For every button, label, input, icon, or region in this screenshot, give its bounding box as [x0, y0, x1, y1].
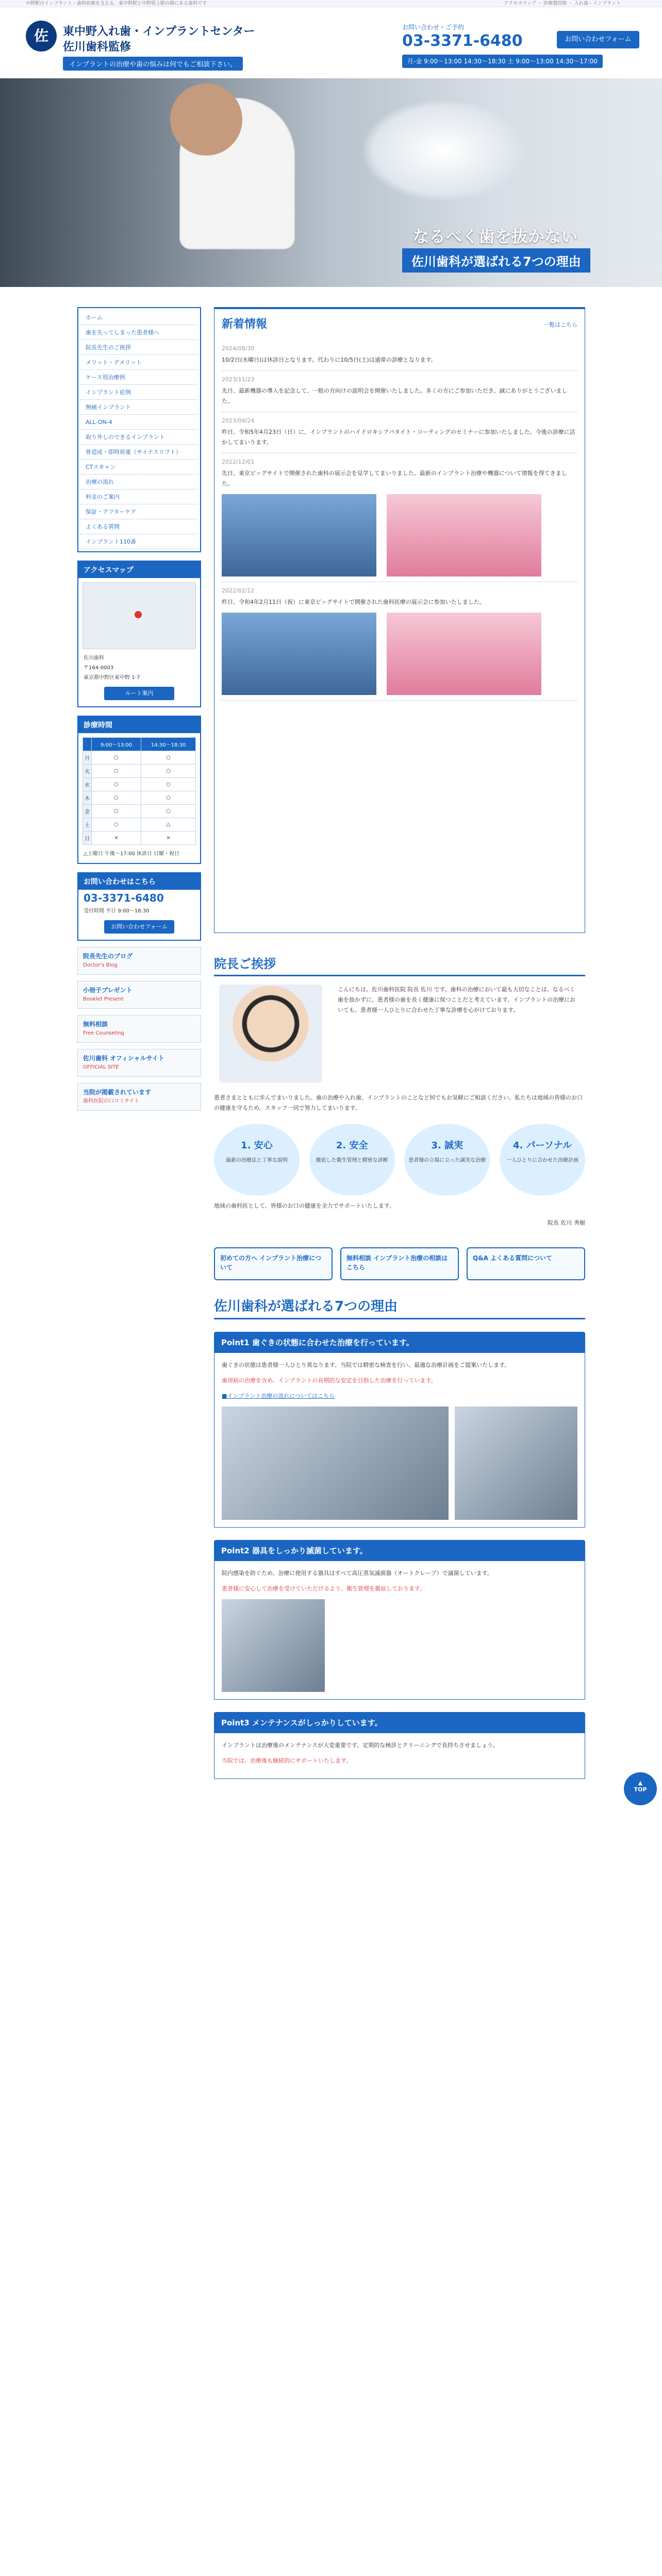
point-text: 歯周病の治療を含め、インプラントの長期的な安定を目指した治療を行っています。 [222, 1377, 437, 1384]
header-phone[interactable]: 03-3371-6480 [402, 32, 523, 50]
point-1 [214, 1332, 585, 1528]
hero-subline: 佐川歯科が選ばれる7つの理由 [402, 248, 590, 273]
news-section [214, 307, 585, 933]
sidebar-item[interactable]: 保証・アフターケア [80, 504, 198, 519]
schedule-box [77, 716, 201, 864]
booklet-banner[interactable]: 小冊子プレゼント Booklet Present [77, 981, 201, 1009]
point-text: インプラントは治療後のメンテナンスが大変重要です。定期的な検診とクリーニングで長持ちさせましょう。 [222, 1742, 499, 1749]
exhibition-photo [222, 613, 376, 695]
contact-form-button[interactable]: お問い合わせフォーム [104, 920, 174, 934]
schedule-cell: ○ [141, 805, 196, 818]
news-body: 10/2日(水曜日)は休診日となります。代わりに10/5日(土)は通常の診療となります。 [222, 357, 437, 363]
schedule-cell: ○ [91, 818, 141, 832]
first-visit-banner[interactable]: 初めての方へ インプラント治療について [214, 1247, 333, 1280]
sterilizer-photos [222, 1599, 577, 1692]
flow-link[interactable]: ■インプラント治療の流れについてはこちら [222, 1393, 335, 1399]
clinic-name: 佐川歯科 [84, 655, 104, 661]
sidebar-item[interactable]: インプラント110番 [80, 534, 198, 549]
pillar: 3. 誠実 患者様の立場に立った誠実な治療 [404, 1124, 490, 1196]
news-photos [222, 494, 577, 577]
dental-lamp-image [361, 99, 526, 202]
surgery-photo [222, 1406, 449, 1520]
news-date: 2023/04/24 [222, 417, 255, 424]
news-item [222, 453, 577, 582]
news-title: 新着情報 [222, 318, 268, 331]
news-body: 先日、最新機器の導入を記念して、一般の方向けの説明会を開催いたしました。多くの方にご参加いただき、誠にありがとうございました。 [222, 387, 568, 404]
schedule-head [83, 738, 92, 751]
schedule-head: 14:30〜18:30 [141, 738, 196, 751]
schedule-cell: × [91, 832, 141, 845]
reasons-title: 佐川歯科が選ばれる7つの理由 [214, 1296, 585, 1319]
contact-title: お問い合わせはこちら [78, 873, 200, 890]
access-box [77, 561, 201, 707]
news-date: 2022/02/12 [222, 587, 255, 594]
news-body: 昨日、令和4年2月11日（祝）に東京ビッグサイトで開催された歯科医療の展示会に参加いたしました。 [222, 599, 485, 605]
schedule-cell: ○ [91, 778, 141, 791]
schedule-day: 水 [83, 778, 92, 791]
schedule-cell: ○ [91, 751, 141, 765]
schedule-day: 土 [83, 818, 92, 832]
site-title[interactable]: 東中野入れ歯・インプラントセンター [63, 25, 255, 38]
schedule-cell: △ [141, 818, 196, 832]
news-item [222, 582, 577, 701]
news-date: 2024/08/30 [222, 345, 255, 352]
news-date: 2023/11/23 [222, 376, 255, 383]
greeting-intro-text: こんにちは。佐川歯科医院 院長 佐川 です。歯科の治療において最も大切なことは、なるべく歯を抜かずに、患者様の歯を長く健康に保つことだと考えています。インプラントの治療においても、患者様一人ひとりに合わせた丁寧な診療を心がけております。 [338, 986, 576, 1013]
treatment-photos [222, 1406, 577, 1520]
point-1-body [214, 1353, 585, 1528]
greeting-closing: 地域の歯科医として、皆様のお口の健康を全力でサポートいたします。 [214, 1202, 395, 1209]
schedule-cell: ○ [141, 751, 196, 765]
sidebar-item[interactable]: 歯を失ってしまった患者様へ [80, 325, 198, 340]
sidebar-item[interactable]: メリット・デメリット [80, 355, 198, 370]
schedule-cell: ○ [141, 765, 196, 778]
address: 東京都中野区東中野 1-7 [84, 675, 140, 681]
header-hours: 月-金 9:00〜13:00 14:30〜18:30 土 9:00〜13:00 14:30〜17:00 [402, 55, 603, 68]
access-map[interactable] [82, 582, 196, 649]
official-site-banner[interactable]: 佐川歯科 オフィシャルサイト OFFICIAL SITE [77, 1049, 201, 1077]
news-date: 2022/12/01 [222, 459, 255, 465]
tagline: インプラントの治療や歯の悩みは何でもご相談下さい。 [63, 57, 243, 71]
schedule-day: 火 [83, 765, 92, 778]
point-text: 当院では、治療後も継続的にサポートいたします。 [222, 1757, 352, 1764]
review-site-banner[interactable]: 当院が掲載されています 歯科医院の口コミサイト [77, 1083, 201, 1111]
news-list[interactable] [214, 340, 585, 927]
point-3-body [214, 1733, 585, 1779]
map-pin-icon [135, 611, 142, 618]
schedule-cell: ○ [91, 805, 141, 818]
faq-banner[interactable]: Q&A よくある質問について [467, 1247, 585, 1280]
contact-phone[interactable]: 03-3371-6480 [84, 892, 164, 904]
point-3-heading: Point3 メンテナンスがしっかりしています。 [214, 1712, 585, 1733]
point-text: 院内感染を防ぐため、治療に使用する器具はすべて高圧蒸気滅菌器（オートクレーブ）で滅菌しています。 [222, 1570, 493, 1577]
schedule-cell: ○ [91, 791, 141, 805]
news-item [222, 371, 577, 412]
pillar: 2. 安全 徹底した衛生管理と精密な診断 [309, 1124, 395, 1196]
pillar: 4. パーソナル 一人ひとりに合わせた治療計画 [500, 1124, 585, 1196]
greeting-intro [214, 985, 585, 1088]
back-to-top-button[interactable] [624, 1772, 657, 1805]
sidebar-item[interactable]: 骨造成・即時荷重（サイナスリフト） [80, 445, 198, 460]
top-info-left: 中野駅のインプラント・歯科医療を支える、東中野駅と中野坂上駅の間にある歯科です [26, 1, 207, 6]
director-signature: 院長 佐川 秀樹 [548, 1219, 585, 1226]
sidebar-item[interactable]: インプラント症例 [80, 385, 198, 400]
site-header [0, 7, 662, 78]
news-item [222, 412, 577, 453]
hero-headline: なるべく歯を抜かない [412, 227, 578, 246]
point-1-heading: Point1 歯ぐきの状態に合わせた治療を行っています。 [214, 1332, 585, 1353]
sidebar-item[interactable]: 無痛インプラント [80, 400, 198, 415]
news-body: 昨日、令和5年4月23日（日）に、インプラントのハイドロキシアパタイト・コーティングのセミナーに参加いたしました。今後の診療に活かしてまいります。 [222, 429, 575, 446]
schedule-day: 日 [83, 832, 92, 845]
schedule-cell: × [141, 832, 196, 845]
site-subtitle: 佐川歯科監修 [63, 41, 131, 54]
contact-form-button[interactable]: お問い合わせフォーム [557, 31, 639, 48]
route-button[interactable]: ルート案内 [104, 687, 174, 700]
pillar: 1. 安心 最新の治療法と丁寧な説明 [214, 1124, 300, 1196]
schedule-cell: ○ [91, 765, 141, 778]
director-photo [219, 985, 322, 1082]
sidebar-item[interactable]: 院長先生のご挨拶 [80, 340, 198, 355]
free-consult-banner[interactable]: 無料相談 インプラント治療の相談はこちら [340, 1247, 459, 1280]
top-info-links[interactable]: アクセスマップ ・ 医療費控除 ・ 入れ歯・インプラント [504, 1, 621, 6]
booth-photo [387, 494, 541, 577]
to-top-label: TOP [634, 1786, 647, 1793]
point-2 [214, 1540, 585, 1700]
counseling-banner[interactable]: 無料相談 Free Counseling [77, 1015, 201, 1043]
schedule-day: 月 [83, 751, 92, 765]
point-2-heading: Point2 器具をしっかり滅菌しています。 [214, 1540, 585, 1561]
hero-banner [0, 78, 662, 287]
main-content [214, 307, 585, 1779]
schedule-cell: ○ [141, 791, 196, 805]
autoclave-photo [222, 1599, 325, 1692]
contact-box [77, 872, 201, 941]
point-text: 患者様に安心して治療を受けていただけるよう、衛生管理を徹底しております。 [222, 1585, 426, 1592]
greeting-body: 患者さまとともに歩んでまいりました。歯の治療や入れ歯、インプラントのことなど何でもお気軽にご相談ください。私たちは地域の皆様のお口の健康を守るため、スタッフ一同で努力してまいります。 [214, 1094, 583, 1111]
schedule-note: △土曜日 午後〜17:00 休診日 日曜・祝日 [84, 851, 180, 857]
access-title: アクセスマップ [78, 562, 200, 578]
sidebar-item[interactable]: よくある質問 [80, 519, 198, 534]
schedule-table [82, 737, 196, 845]
postal-code: 〒164-0003 [84, 665, 114, 671]
schedule-day: 金 [83, 805, 92, 818]
schedule-cell: ○ [141, 778, 196, 791]
policy-pillars [214, 1124, 585, 1196]
schedule-day: 木 [83, 791, 92, 805]
news-more-link[interactable]: 一覧はこちら [543, 321, 577, 328]
top-info-bar [0, 0, 662, 7]
schedule-head: 9:00〜13:00 [91, 738, 141, 751]
phone-label: お問い合わせ・ご予約 [402, 24, 465, 31]
sidebar-item[interactable]: 取り外しのできるインプラント [80, 430, 198, 445]
sidebar-item[interactable]: 治療の流れ [80, 474, 198, 489]
greeting-title: 院長ご挨拶 [214, 954, 585, 976]
point-3 [214, 1712, 585, 1779]
sidebar-item[interactable]: CTスキャン [80, 460, 198, 474]
sidebar-item[interactable]: ホーム [80, 310, 198, 325]
contact-hours: 受付時間 平日 9:00〜18:30 [84, 908, 150, 914]
booth-photo [387, 613, 541, 695]
blog-banner[interactable]: 院長先生のブログ Doctor's Blog [77, 947, 201, 975]
point-2-body [214, 1561, 585, 1700]
logo-icon[interactable]: 佐 [26, 21, 57, 52]
sidebar [77, 307, 201, 1111]
exhibition-photo [222, 494, 376, 577]
arrow-up-icon: ▲ [638, 1780, 643, 1786]
news-item [222, 340, 577, 371]
sidebar-item[interactable]: 料金のご案内 [80, 489, 198, 504]
equipment-photo [455, 1406, 577, 1520]
news-body: 先日、東京ビッグサイトで開催された歯科の展示会を見学してまいりました。最新のインプラント治療や機器について情報を得てきました。 [222, 470, 567, 487]
point-text: 歯ぐきの状態は患者様一人ひとり異なります。当院では精密な検査を行い、最適な治療計画をご提案いたします。 [222, 1362, 510, 1368]
promo-banners [214, 1247, 585, 1280]
sidebar-menu [77, 307, 201, 552]
news-photos [222, 613, 577, 695]
schedule-title: 診療時間 [78, 717, 200, 733]
dentist-head-image [170, 83, 242, 156]
sidebar-item[interactable]: ALL-ON-4 [80, 415, 198, 430]
sidebar-item[interactable]: ケース別治療例 [80, 370, 198, 385]
